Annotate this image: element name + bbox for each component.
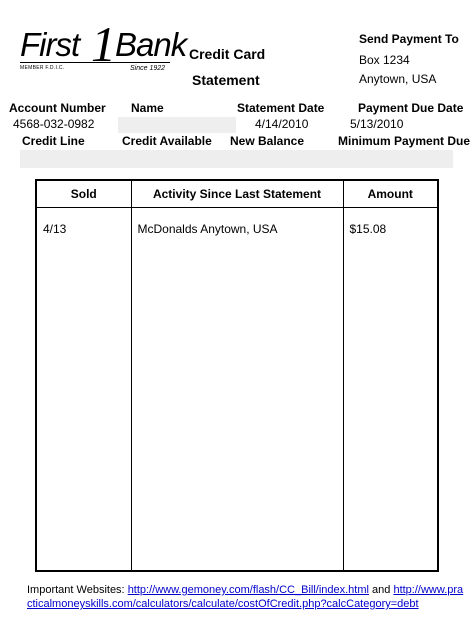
credit-line-label: Credit Line [22, 134, 85, 148]
send-payment-line2: Anytown, USA [359, 72, 437, 86]
payment-due-date-label: Payment Due Date [358, 101, 464, 115]
balance-values-band [20, 150, 453, 168]
important-websites-label: Important Websites: [27, 584, 125, 596]
activity-table [35, 179, 439, 572]
logo-one-text: 1 [91, 16, 116, 72]
statement-date-value: 4/14/2010 [255, 117, 309, 131]
bank-logo [18, 16, 187, 77]
credit-available-label: Credit Available [122, 134, 212, 148]
table-row [36, 208, 438, 572]
send-payment-heading: Send Payment To [359, 32, 459, 46]
column-header-amount: Amount [343, 180, 438, 208]
member-fdic-text: MEMBER F.D.I.C. [20, 65, 65, 71]
account-number-label: Account Number [9, 101, 106, 115]
logo-bank-text: Bank [115, 26, 187, 63]
new-balance-label: New Balance [230, 134, 305, 148]
payment-due-date-value: 5/13/2010 [350, 117, 404, 131]
practicalmoneyskills-link[interactable]: http://www.practicalmoneyskills.com/calculators/calculate/costOfCredit.php?calcCategory=debt [27, 584, 464, 610]
name-value-field [118, 117, 236, 133]
logo-first-text: First [20, 26, 80, 63]
statement-date-label: Statement Date [237, 101, 325, 115]
column-header-sold: Sold [36, 180, 131, 208]
activity-header-row [36, 180, 438, 208]
account-number-value: 4568-032-0982 [13, 117, 95, 131]
send-payment-line1: Box 1234 [359, 53, 410, 67]
statement-title-line2: Statement [192, 72, 260, 88]
important-websites [27, 583, 467, 611]
name-label: Name [131, 101, 164, 115]
amount-cell: $15.08 [343, 208, 438, 572]
logo-underline [20, 62, 170, 63]
activity-cell: McDonalds Anytown, USA [131, 208, 343, 572]
and-text: and [372, 584, 391, 596]
minimum-payment-label: Minimum Payment Due [338, 134, 471, 148]
column-header-activity: Activity Since Last Statement [131, 180, 343, 208]
sold-cell: 4/13 [36, 208, 131, 572]
gemoney-link[interactable]: http://www.gemoney.com/flash/CC_Bill/index.html [127, 584, 369, 596]
statement-title-line1: Credit Card [189, 46, 266, 62]
since-text: Since 1922 [130, 65, 166, 72]
